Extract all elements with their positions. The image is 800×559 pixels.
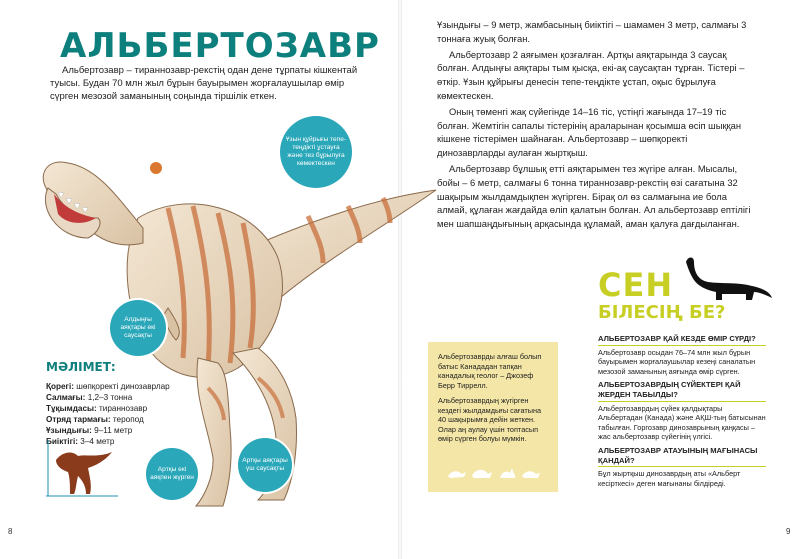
- question: АЛЬБЕРТОЗАВР ҚАЙ КЕЗДЕ ӨМІР СҮРДІ?: [598, 334, 766, 346]
- question: АЛЬБЕРТОЗАВРДЫҢ СҮЙЕКТЕРІ ҚАЙ ЖЕРДЕН ТАБЫЛДЫ?: [598, 380, 766, 401]
- fact-row: Салмағы: 1,2–3 тонна: [46, 393, 133, 402]
- paragraph: Альбертозавр бұлшық етті аяқтарымен тез жүгіре алған. Мысалы, бойы – 6 метр, салмағы 6 тонна тираннозавр-рекстің өзі сағатына 32 шақырым жылдамдықпен жүгірген. Бірақ ол өз салмағына ие бола алмай, құлаған жағдайда өліп қалатын болған. Ал альбертозавр ептілігі мен шапшаңдығының арқасында құламай, аман қалуға дағдыланған.: [437, 162, 751, 230]
- page-title: АЛЬБЕРТОЗАВР: [60, 26, 380, 66]
- answer: Бұл жыртқыш динозаврдың аты «Альберт кесірткесі» деген мағынаны білдіреді.: [598, 469, 741, 488]
- did-you-know-banner: [596, 254, 776, 324]
- page-number-left: 8: [8, 527, 13, 536]
- paragraph: Оның төменгі жақ сүйегінде 14–16 тіс, үстіңгі жағында 17–19 тіс болған. Жемтігін сапалы тістерінің араларынан қосымша өсіп шыққан кішкене тістерімен шайнаған. Альбертозавр – шөпқоректі динозаврларды аулаған жыртқыш.: [437, 105, 742, 159]
- callout-bipedal: Артқы екі аяқпен жүрген: [146, 448, 198, 500]
- facts-heading: МӘЛІМЕТ:: [46, 360, 116, 374]
- did-you-know-subtitle: БІЛЕСІҢ БЕ?: [598, 302, 726, 323]
- fact-row: Ұзындығы: 9–11 метр: [46, 426, 133, 435]
- did-you-know-title: СЕН: [598, 266, 674, 304]
- dino-eye: [150, 162, 162, 174]
- callout-tail: Ұзын құйрығы тепе-теңдікті ұстауға және тез бұрылуға көмектескен: [280, 116, 352, 188]
- fact-row: Қорегі: шөпқоректі динозаврлар: [46, 382, 170, 391]
- fact-row: Биіктігі: 3–4 метр: [46, 437, 115, 446]
- facts-panel: [46, 362, 206, 447]
- answer: Альбертозаврдың сүйек қалдықтары Альбертадан (Канада) және АҚШ-тың батысынан табылған. Горгозавр динозаврының қаңқасы – жас альбертозавр сүйегінің үлгісі.: [598, 403, 766, 442]
- main-text: [437, 18, 757, 233]
- question: АЛЬБЕРТОЗАВР АТАУЫНЫҢ МАҒЫНАСЫ ҚАНДАЙ?: [598, 446, 766, 467]
- fact-row: Отряд тармағы: теропод: [46, 415, 144, 424]
- intro-text: Альбертозавр – тираннозавр-рекстің одан дене тұрпаты кішкентай туысы. Будан 70 млн жыл бұрын бауырымен жорғалаушылар өмір сүрген мезозой заманының соңында тіршілік еткен.: [50, 65, 358, 102]
- size-silhouette: [46, 440, 118, 498]
- info-box: Альбертозаврды алғаш болып батыс Канададан тапқан канадалық геолог – Джозеф Берр Тиррелл. Альбертозаврдың жүгірген кездегі жылдамдығы сағатына 40 шақырымға дейін жеткен. Олар аң аулау үшін топтасып өмір сүрген болуы мүмкін.: [428, 342, 558, 492]
- sauropod-icon: [678, 254, 774, 302]
- paragraph: Альбертозавр 2 аяғымен қозғалған. Артқы аяқтарында 3 саусақ болған. Алдыңғы аяқтары тым қысқа, екі-ақ саусақтан тұрған. Тістері – өткір. Ұзын құйрығы денесін тепе-теңдікте ұстап, оқыс бұрылуға көмектескен.: [437, 48, 745, 101]
- bones-decoration: [446, 464, 542, 480]
- fact-row: Тұқымдасы: тираннозавр: [46, 404, 148, 413]
- answer: Альбертозавр осыдан 76–74 млн жыл бұрын бауырымен жорғалаушылар кезеңі саналатын мезозой заманының аяғында өмір сүрген.: [598, 347, 756, 376]
- callout-hind-legs: Артқы аяқтары үш саусақты: [238, 438, 292, 492]
- qa-section: [598, 330, 766, 491]
- callout-front-legs: Алдыңғы аяқтары екі саусақты: [110, 300, 166, 356]
- paragraph: Ұзындығы – 9 метр, жамбасының биіктігі – шамамен 3 метр, салмағы 3 тоннаға жуық болған.: [437, 19, 747, 44]
- page-number-right: 9: [786, 527, 791, 536]
